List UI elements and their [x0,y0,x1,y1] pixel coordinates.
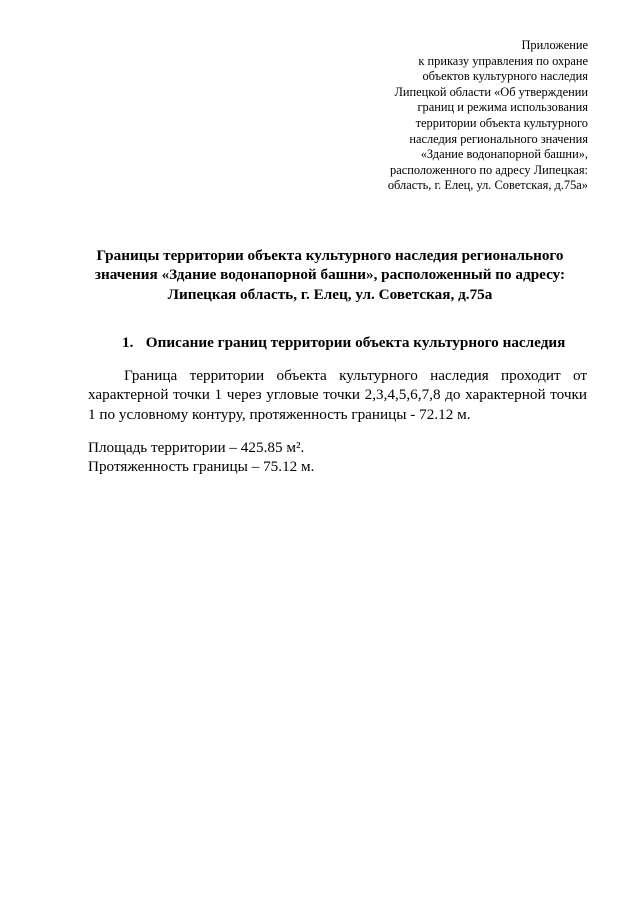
description-line: характерной точки 1 через угловые точки 2,3,4,5,6,7,8 до характерной точки [88,386,587,404]
appendix-line: расположенного по адресу Липецкая: [390,162,588,177]
appendix-line: область, г. Елец, ул. Советская, д.75а» [387,178,588,193]
section-number: 1. [122,334,134,351]
area-line: Площадь территории – 425.85 м². [88,439,305,456]
appendix-line: Липецкой области «Об утверждении [394,84,588,99]
territory-facts [88,438,314,476]
boundary-description [88,366,587,424]
appendix-line: «Здание водонапорной башни», [420,147,588,162]
description-line: 1 по условному контуру, протяженность границы - 72.12 м. [88,405,471,423]
section-heading [122,333,565,352]
title-line: значения «Здание водонапорной башни», расположенный по адресу: [94,266,566,284]
appendix-line: к приказу управления по охране [418,53,588,68]
appendix-line: Приложение [521,38,588,52]
length-line: Протяженность границы – 75.12 м. [88,458,315,476]
document-title [60,246,600,304]
appendix-line: наследия регионального значения [409,131,588,146]
appendix-line: границ и режима использования [417,100,588,115]
appendix-line: объектов культурного наследия [422,69,588,84]
description-line: Граница территории объекта культурного наследия проходит от [124,367,587,384]
section-heading-text: Описание границ территории объекта культурного наследия [145,334,566,351]
title-line: Границы территории объекта культурного наследия регионального [96,247,564,264]
title-line: Липецкая область, г. Елец, ул. Советская, д.75а [167,285,493,303]
appendix-note [288,38,588,194]
appendix-line: территории объекта культурного [415,115,588,130]
